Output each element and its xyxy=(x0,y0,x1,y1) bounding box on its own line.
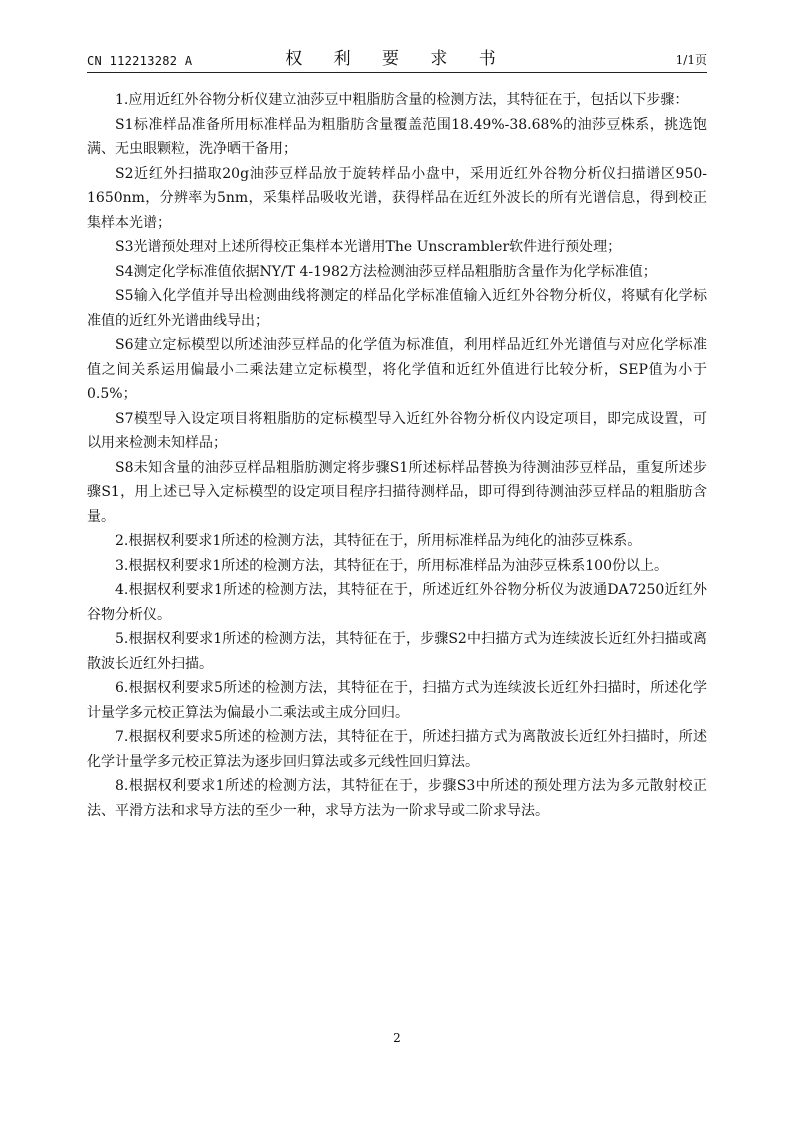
claim-paragraph: 4.根据权利要求1所述的检测方法，其特征在于，所述近红外谷物分析仪为波通DA7250近红外谷物分析仪。 xyxy=(87,582,707,623)
claim-paragraph: 5.根据权利要求1所述的检测方法，其特征在于，步骤S2中扫描方式为连续波长近红外扫描或离散波长近红外扫描。 xyxy=(87,631,707,672)
page-number: 2 xyxy=(393,1031,401,1045)
claim-paragraph: S5输入化学值并导出检测曲线将测定的样品化学标准值输入近红外谷物分析仪，将赋有化学标准值的近红外光谱曲线导出； xyxy=(87,288,707,329)
claim-paragraph: 3.根据权利要求1所述的检测方法，其特征在于，所用标准样品为油莎豆株系100份以上。 xyxy=(115,557,668,574)
claim-paragraph: S6建立定标模型以所述油莎豆样品的化学值为标准值，利用样品近红外光谱值与对应化学标准值之间关系运用偏最小二乘法建立定标模型，将化学值和近红外值进行比较分析，SEP值为小于0.5%； xyxy=(87,337,707,402)
claim-paragraph: S2近红外扫描取20g油莎豆样品放于旋转样品小盘中，采用近红外谷物分析仪扫描谱区950-1650nm，分辨率为5nm，采集样品吸收光谱，获得样品在近红外波长的所有光谱信息，得到校正集样本光谱； xyxy=(87,165,707,231)
claim-paragraph: S4测定化学标准值依据NY/T 4-1982方法检测油莎豆样品粗脂肪含量作为化学标准值； xyxy=(115,263,657,280)
claim-paragraph: S3光谱预处理对上述所得校正集样本光谱用The Unscrambler软件进行预处理； xyxy=(115,239,622,255)
claims-body xyxy=(87,88,707,823)
document-title: 权 利 要 求 书 xyxy=(285,49,509,69)
claim-paragraph: 6.根据权利要求5所述的检测方法，其特征在于，扫描方式为连续波长近红外扫描时，所述化学计量学多元校正算法为偏最小二乘法或主成分回归。 xyxy=(87,680,707,721)
page-header xyxy=(87,46,707,73)
claim-paragraph: 2.根据权利要求1所述的检测方法，其特征在于，所用标准样品为纯化的油莎豆株系。 xyxy=(115,533,642,549)
claim-paragraph: 8.根据权利要求1所述的检测方法，其特征在于，步骤S3中所述的预处理方法为多元散射校正法、平滑方法和求导方法的至少一种，求导方法为一阶求导或二阶求导法。 xyxy=(87,778,707,819)
page-indicator: 1/1页 xyxy=(675,53,707,67)
publication-number: CN 112213282 A xyxy=(87,54,193,68)
claim-paragraph: 7.根据权利要求5所述的检测方法，其特征在于，所述扫描方式为离散波长近红外扫描时，所述化学计量学多元校正算法为逐步回归算法或多元线性回归算法。 xyxy=(87,729,707,770)
claim-paragraph: S7模型导入设定项目将粗脂肪的定标模型导入近红外谷物分析仪内设定项目，即完成设置，可以用来检测未知样品； xyxy=(87,410,707,451)
claim-paragraph: 1.应用近红外谷物分析仪建立油莎豆中粗脂肪含量的检测方法，其特征在于，包括以下步骤： xyxy=(115,92,689,108)
claim-paragraph: S8未知含量的油莎豆样品粗脂肪测定将步骤S1所述标样品替换为待测油莎豆样品，重复所述步骤S1，用上述已导入定标模型的设定项目程序扫描待测样品，即可得到待测油莎豆样品的粗脂肪含量。 xyxy=(87,459,707,525)
claim-paragraph: S1标准样品准备所用标准样品为粗脂肪含量覆盖范围18.49%-38.68%的油莎豆株系，挑选饱满、无虫眼颗粒，洗净晒干备用； xyxy=(87,116,707,157)
